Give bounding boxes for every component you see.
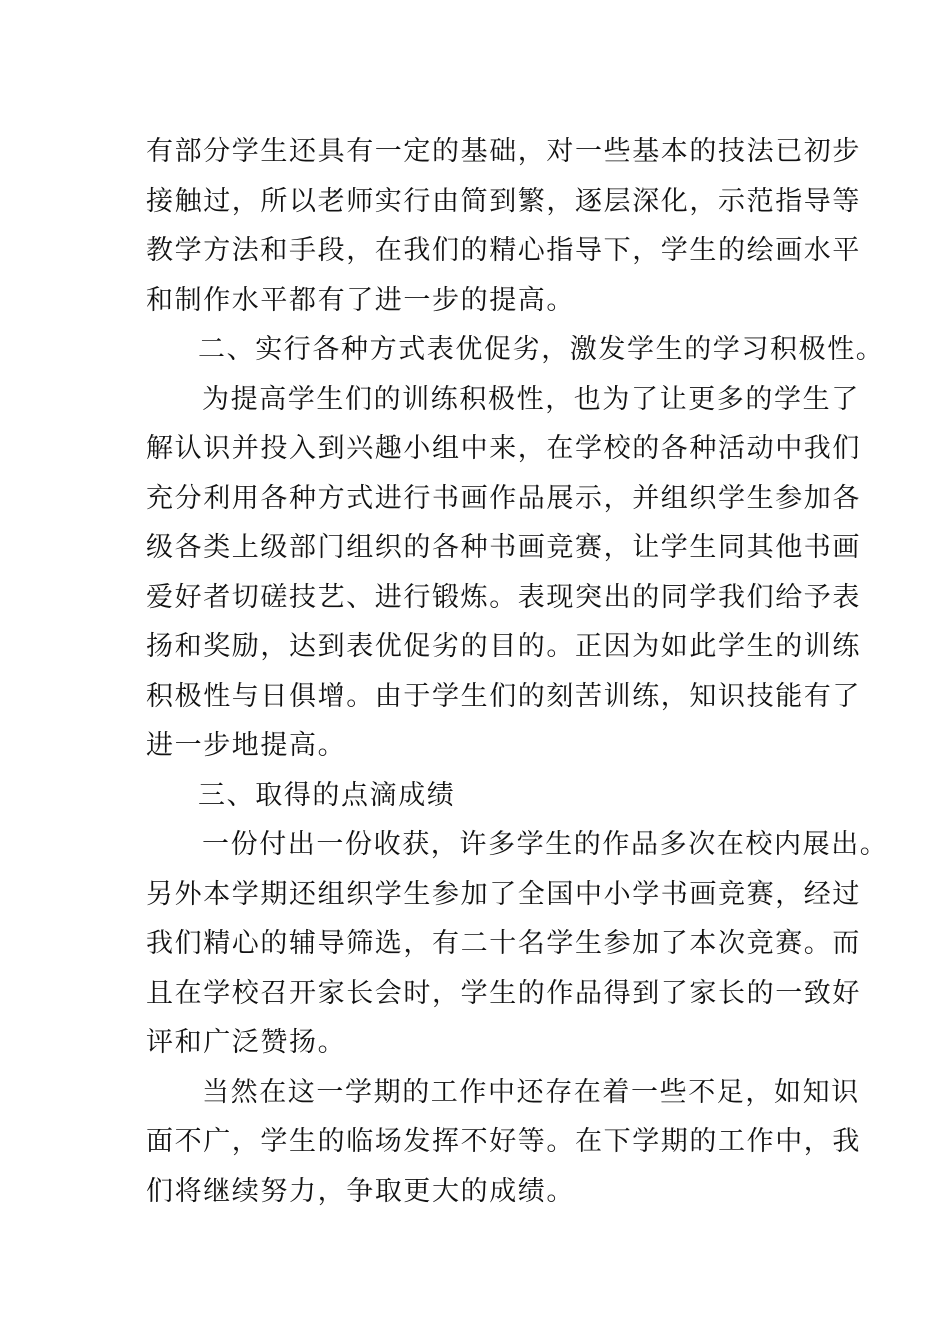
body-line: 充分利用各种方式进行书画作品展示，并组织学生参加各 [146,482,861,514]
body-line: 和制作水平都有了进一步的提高。 [146,284,575,316]
body-line: 面不广，学生的临场发挥不好等。在下学期的工作中，我 [146,1126,861,1157]
body-line: 进一步地提高。 [146,730,347,761]
body-line: 为提高学生们的训练积极性，也为了让更多的学生了 [202,383,860,415]
body-line: 爱好者切磋技艺、进行锻炼。表现突出的同学我们给予表 [146,581,861,613]
body-line: 评和广泛赞扬。 [146,1027,347,1058]
body-line: 积极性与日俱增。由于学生们的刻苦训练，知识技能有了 [146,680,861,712]
section-heading: 三、取得的点滴成绩 [198,779,456,811]
body-line: 扬和奖励，达到表优促劣的目的。正因为如此学生的训练 [146,631,861,662]
body-line: 有部分学生还具有一定的基础，对一些基本的技法已初步 [146,136,861,167]
body-line: 一份付出一份收获，许多学生的作品多次在校内展出。 [202,829,889,860]
body-line: 解认识并投入到兴趣小组中来，在学校的各种活动中我们 [146,433,861,464]
body-line: 且在学校召开家长会时，学生的作品得到了家长的一致好 [146,977,861,1009]
body-line: 接触过，所以老师实行由简到繁，逐层深化，示范指导等 [146,185,861,217]
section-heading: 二、实行各种方式表优促劣，激发学生的学习积极性。 [198,334,885,365]
document-body [146,127,889,1216]
body-line: 教学方法和手段，在我们的精心指导下，学生的绘画水平 [146,235,861,266]
body-line: 们将继续努力，争取更大的成绩。 [146,1175,575,1207]
body-line: 另外本学期还组织学生参加了全国中小学书画竞赛，经过 [146,878,861,910]
body-line: 我们精心的辅导筛选，有二十名学生参加了本次竞赛。而 [146,928,861,959]
body-line: 级各类上级部门组织的各种书画竞赛，让学生同其他书画 [146,532,861,563]
body-line: 当然在这一学期的工作中还存在着一些不足，如知识 [202,1076,860,1108]
